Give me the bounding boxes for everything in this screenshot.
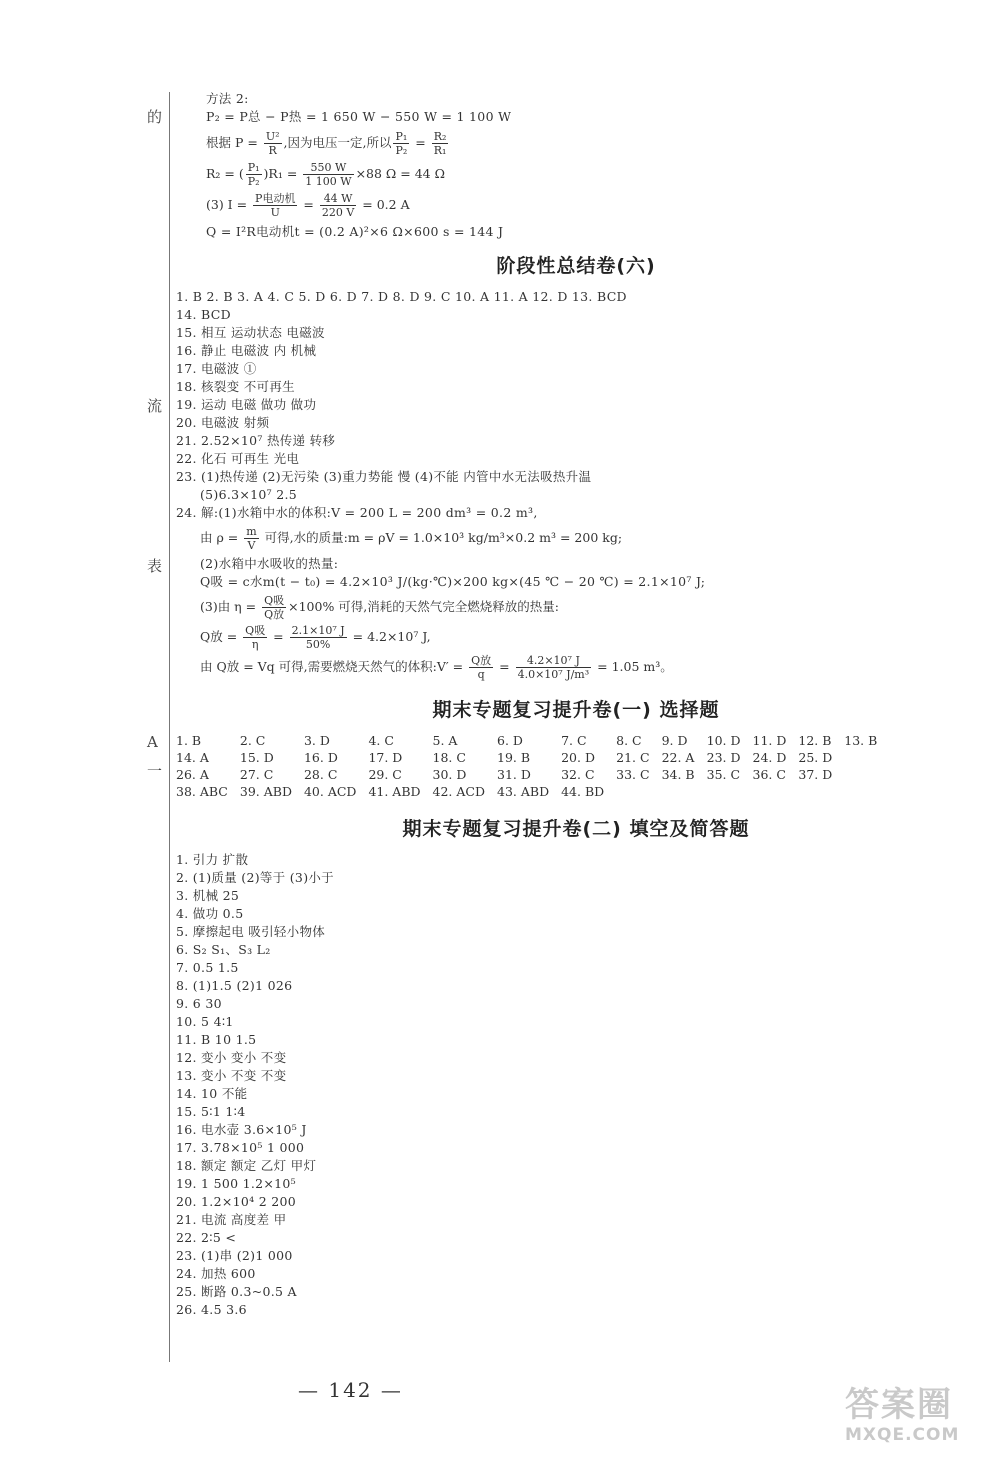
table-cell: 44. BD: [561, 784, 605, 799]
answer-line: 25. 断路 0.3~0.5 A: [176, 1284, 297, 1299]
fraction-denominator: 1 100 W: [305, 175, 352, 188]
fraction-numerator: 550 W: [303, 161, 353, 175]
table-cell: 3. D: [303, 733, 330, 748]
margin-char: 表: [147, 557, 163, 575]
fraction: [516, 654, 592, 681]
answer-line: 18. 额定 额定 乙灯 甲灯: [176, 1158, 317, 1173]
table-cell: 18. C: [432, 750, 466, 765]
formula-text: 由 ρ =: [200, 530, 243, 545]
answer-line: 24. 加热 600: [176, 1266, 256, 1281]
formula-text: (3)由 η =: [200, 599, 261, 614]
section-title: 期末专题复习提升卷(二) 填空及简答题: [402, 818, 750, 840]
table-cell: 29. C: [368, 767, 402, 782]
binding-margin-line: [169, 92, 170, 1362]
answer-line: 18. 核裂变 不可再生: [176, 379, 295, 394]
answer-line: 26. 4.5 3.6: [176, 1302, 247, 1317]
answer-line: 2. (1)质量 (2)等于 (3)小于: [176, 870, 334, 885]
table-cell: 36. C: [752, 767, 786, 782]
table-cell: 30. D: [432, 767, 467, 782]
formula-text: = 1.05 m³。: [593, 659, 673, 674]
table-cell: 39. ABD: [239, 784, 292, 799]
solution-formula: [176, 654, 976, 681]
mc-answers-line: 14. BCD: [176, 307, 231, 322]
solution-formula: [176, 594, 976, 621]
answer-line: 23. (1)串 (2)1 000: [176, 1248, 293, 1263]
fraction-denominator: 4.0×10⁷ J/m³: [517, 668, 590, 681]
section-title: 期末专题复习提升卷(一) 选择题: [432, 699, 720, 721]
watermark-logo: [845, 1385, 995, 1460]
mc-answer-table: [176, 732, 889, 800]
watermark-text: 答案圈: [845, 1385, 953, 1425]
answer-line: 1. 引力 扩散: [176, 852, 249, 867]
fraction-numerator: Q吸: [245, 624, 266, 637]
margin-char: 流: [147, 397, 163, 415]
fraction-numerator: Q放: [471, 654, 492, 667]
table-cell: 20. D: [561, 750, 595, 765]
table-cell: 4. C: [368, 733, 394, 748]
answer-line: 20. 1.2×10⁴ 2 200: [176, 1194, 296, 1209]
table-cell: 42. ACD: [432, 784, 485, 799]
answer-line: 22. 化石 可再生 光电: [176, 451, 300, 466]
table-cell: 37. D: [798, 767, 833, 782]
table-cell: 31. D: [497, 767, 531, 782]
table-row: [176, 766, 889, 783]
table-cell: 6. D: [497, 733, 523, 748]
fraction-denominator: 220 V: [321, 206, 355, 219]
fraction: [262, 594, 286, 621]
method2-formula: [206, 130, 976, 157]
table-cell: 26. A: [176, 767, 209, 782]
fraction-numerator: 44 W: [320, 192, 356, 206]
answer-line: 10. 5 4∶1: [176, 1014, 234, 1029]
answer-line: 3. 机械 25: [176, 888, 240, 903]
formula-text: R₂ = (: [206, 166, 244, 181]
fraction-numerator: P₁: [395, 130, 408, 143]
solution-formula: [176, 624, 976, 651]
answer-line: 21. 电流 高度差 甲: [176, 1212, 287, 1227]
table-cell: 40. ACD: [303, 784, 357, 799]
method2-formula: [206, 192, 976, 219]
formula-text: ,因为电压一定,所以: [283, 135, 392, 150]
table-cell: 16. D: [303, 750, 338, 765]
fraction-denominator: R₁: [433, 144, 447, 157]
table-cell: 7. C: [561, 733, 587, 748]
formula-text: ×88 Ω = 44 Ω: [355, 166, 445, 181]
table-cell: 17. D: [368, 750, 403, 765]
formula-text: 根据 P =: [206, 135, 262, 150]
fraction-denominator: V: [247, 539, 256, 552]
fraction-numerator: P电动机: [255, 192, 296, 205]
fraction-denominator: η: [251, 638, 259, 651]
fraction-numerator: 4.2×10⁷ J: [516, 654, 592, 668]
table-cell: 24. D: [752, 750, 787, 765]
table-cell: [844, 766, 889, 783]
table-cell: 34. B: [661, 767, 695, 782]
table-cell: 27. C: [239, 767, 274, 782]
fraction-denominator: q: [477, 668, 485, 681]
answer-line: 13. 变小 不变 不变: [176, 1068, 287, 1083]
fraction-denominator: Q放: [264, 608, 285, 621]
table-cell: 11. D: [752, 733, 787, 748]
answer-line: 20. 电磁波 射频: [176, 415, 270, 430]
table-cell: [662, 783, 707, 800]
answer-line: Q吸 = c水m(t − t₀) = 4.2×10³ J/(kg·℃)×200 kg×(45 ℃ − 20 ℃) = 2.1×10⁷ J;: [200, 574, 706, 589]
answer-line: 12. 变小 变小 不变: [176, 1050, 287, 1065]
table-cell: 23. D: [706, 750, 741, 765]
table-cell: 41. ABD: [368, 784, 421, 799]
table-cell: [844, 783, 889, 800]
table-cell: 15. D: [239, 750, 274, 765]
formula-text: 可得,水的质量:m = ρV = 1.0×10³ kg/m³×0.2 m³ = 200 kg;: [260, 530, 623, 545]
table-cell: 1. B: [176, 733, 202, 748]
table-cell: 19. B: [497, 750, 531, 765]
table-cell: 13. B: [844, 733, 878, 748]
method2-formula: [206, 161, 976, 188]
fraction-denominator: 50%: [305, 638, 331, 651]
answer-line: 16. 电水壶 3.6×10⁵ J: [176, 1122, 307, 1137]
formula-text: Q放 =: [200, 629, 242, 644]
table-cell: [798, 783, 844, 800]
table-cell: 8. C: [616, 733, 642, 748]
table-cell: 33. C: [616, 767, 650, 782]
table-cell: 21. C: [616, 750, 650, 765]
fraction: [243, 624, 267, 651]
table-cell: 5. A: [432, 733, 458, 748]
answer-line: 19. 1 500 1.2×10⁵: [176, 1176, 296, 1191]
fraction: [244, 525, 258, 552]
margin-char: A: [147, 733, 158, 751]
margin-char: 的: [147, 108, 163, 126]
fraction-numerator: Q吸: [264, 594, 285, 607]
fraction: [432, 130, 449, 157]
answer-line: 23. (1)热传递 (2)无污染 (3)重力势能 慢 (4)不能 内管中水无法吸热升温: [176, 469, 592, 484]
answer-line: 15. 相互 运动状态 电磁波: [176, 325, 325, 340]
table-cell: 22. A: [661, 750, 695, 765]
page-number: — 142 —: [298, 1378, 403, 1402]
watermark-url: MXQE.COM: [845, 1425, 960, 1445]
answer-line: (5)6.3×10⁷ 2.5: [200, 487, 298, 502]
table-cell: 25. D: [798, 750, 833, 765]
section-title: 阶段性总结卷(六): [496, 255, 656, 277]
answer-line: 21. 2.52×10⁷ 热传递 转移: [176, 433, 336, 448]
answer-line: 17. 电磁波 ①: [176, 361, 257, 376]
table-cell: 12. B: [798, 733, 832, 748]
answer-line: 19. 运动 电磁 做功 做功: [176, 397, 317, 412]
answer-line: 8. (1)1.5 (2)1 026: [176, 978, 293, 993]
fraction: [246, 161, 262, 188]
fraction-numerator: 2.1×10⁷ J: [291, 624, 345, 637]
solution-formula: [176, 525, 976, 552]
table-cell: 14. A: [176, 750, 209, 765]
table-cell: 35. C: [706, 767, 741, 782]
answer-line: 17. 3.78×10⁵ 1 000: [176, 1140, 305, 1155]
table-cell: [753, 783, 799, 800]
fraction: [393, 130, 409, 157]
answer-line: 5. 摩擦起电 吸引轻小物体: [176, 924, 326, 939]
answer-line: 14. 10 不能: [176, 1086, 248, 1101]
table-row: [176, 732, 889, 749]
table-cell: [707, 783, 753, 800]
fraction: [264, 130, 282, 157]
answer-line: (2)水箱中水吸收的热量:: [200, 556, 339, 571]
table-cell: 32. C: [561, 767, 595, 782]
formula-text: = 0.2 A: [358, 197, 410, 212]
formula-text: =: [299, 197, 318, 212]
fraction-denominator: P₂: [247, 175, 260, 188]
answer-line: 6. S₂ S₁、S₃ L₂: [176, 942, 271, 957]
answer-line: 15. 5∶1 1∶4: [176, 1104, 246, 1119]
method2-block: [176, 90, 976, 241]
fraction-numerator: U²: [265, 130, 280, 143]
formula-text: =: [495, 659, 514, 674]
answer-line: 9. 6 30: [176, 996, 222, 1011]
mc-answers-line: 1. B 2. B 3. A 4. C 5. D 6. D 7. D 8. D 9. C 10. A 11. A 12. D 13. BCD: [176, 289, 627, 304]
formula-text: =: [269, 629, 288, 644]
table-cell: 28. C: [303, 767, 338, 782]
fraction-denominator: R: [268, 144, 277, 157]
table-cell: 43. ABD: [497, 784, 550, 799]
fraction-numerator: m: [246, 525, 257, 538]
fraction-denominator: P₂: [395, 144, 408, 157]
method2-line: Q = I²R电动机t = (0.2 A)²×6 Ω×600 s = 144 J: [206, 224, 504, 239]
table-row: [176, 749, 889, 766]
formula-text: (3) I =: [206, 197, 252, 212]
table-cell: 9. D: [661, 733, 688, 748]
method2-heading: 方法 2:: [206, 91, 249, 106]
table-cell: 2. C: [239, 733, 266, 748]
table-cell: 10. D: [706, 733, 741, 748]
method2-line: P₂ = P总 − P热 = 1 650 W − 550 W = 1 100 W: [206, 109, 512, 124]
answer-line: 4. 做功 0.5: [176, 906, 244, 921]
table-cell: [616, 783, 661, 800]
formula-text: ×100% 可得,消耗的天然气完全燃烧释放的热量:: [288, 599, 559, 614]
answer-line: 24. 解:(1)水箱中水的体积:V = 200 L = 200 dm³ = 0.2 m³,: [176, 505, 538, 520]
table-row: [176, 783, 889, 800]
fraction: [469, 654, 493, 681]
formula-text: =: [411, 135, 430, 150]
fraction: [320, 192, 356, 219]
formula-text: = 4.2×10⁷ J,: [348, 629, 431, 644]
fraction: [303, 161, 353, 188]
answer-line: 22. 2∶5 <: [176, 1230, 237, 1245]
fraction-numerator: P₁: [247, 161, 260, 174]
fraction-denominator: U: [270, 206, 280, 219]
fraction-numerator: R₂: [433, 130, 447, 143]
fraction: [253, 192, 297, 219]
answer-line: 11. B 10 1.5: [176, 1032, 257, 1047]
fraction: [290, 624, 347, 651]
table-cell: 38. ABC: [176, 784, 228, 799]
table-cell: [844, 749, 889, 766]
margin-char: 一: [147, 762, 163, 780]
page-content: [176, 90, 976, 1319]
formula-text: )R₁ =: [263, 166, 302, 181]
formula-text: 由 Q放 = Vq 可得,需要燃烧天然气的体积:V′ =: [200, 659, 468, 674]
answer-line: 16. 静止 电磁波 内 机械: [176, 343, 317, 358]
answer-line: 7. 0.5 1.5: [176, 960, 239, 975]
